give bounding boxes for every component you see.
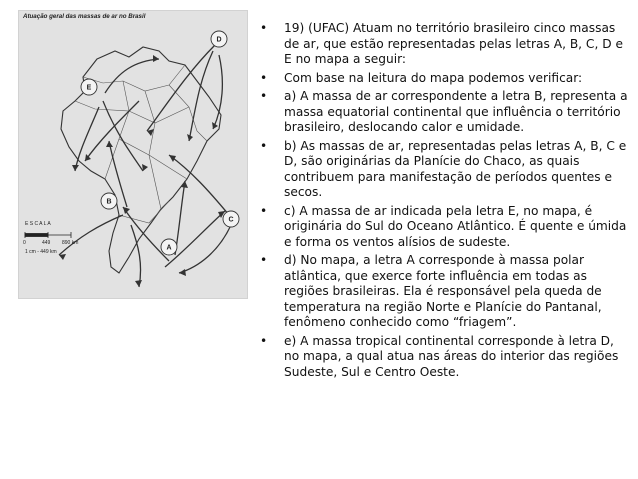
label-d: D <box>216 36 222 44</box>
question-bullet-list <box>260 21 632 383</box>
scale-bar <box>25 232 71 238</box>
scale-tick-0: 0 <box>23 240 26 246</box>
label-b: B <box>106 198 112 206</box>
option-d: • d) No mapa, a letra A corresponde à massa polar atlântica, que exerce forte influência em todas as regiões brasileiras. Ela é responsável pela queda de temperatura na região Norte e Planície do Pantanal, fenômeno conhecido como “friagem”. <box>260 253 632 331</box>
label-a: A <box>166 244 172 252</box>
label-c: C <box>228 216 234 224</box>
option-e: • e) A massa tropical continental corresponde à letra D, no mapa, a qual atua nas áreas do interior das regiões Sudeste, Sul e Centro Oeste. <box>260 334 632 381</box>
map-title: Atuação geral das massas de ar no Brasil <box>23 13 146 20</box>
option-b: • b) As massas de ar, representadas pelas letras A, B, C e D, são originárias da Planície do Chaco, as quais contribuem para manifestação de períodos quentes e secos. <box>260 139 632 201</box>
mass-label-circles <box>81 31 239 255</box>
scale-note: 1 cm - 449 km <box>25 249 57 255</box>
air-masses-map <box>18 10 248 299</box>
option-a: • a) A massa de ar correspondente a letra B, representa a massa equatorial continental que influência o território brasileiro, deslocando calor e umidade. <box>260 89 632 136</box>
scale-tick-449: 449 <box>42 240 51 246</box>
scale-tick-890: 890 km <box>62 240 79 246</box>
scale-title: E S C A L A <box>25 221 51 227</box>
question-prompt: • Com base na leitura do mapa podemos verificar: <box>260 71 632 87</box>
label-e: E <box>86 84 92 92</box>
option-c: • c) A massa de ar indicada pela letra E, no mapa, é originária do Sul do Oceano Atlântico. É quente e úmida e forma os ventos alísios de sudeste. <box>260 204 632 251</box>
question-statement: • 19) (UFAC) Atuam no território brasileiro cinco massas de ar, que estão representadas pelas letras A, B, C, D e E no mapa a seguir: <box>260 21 632 68</box>
